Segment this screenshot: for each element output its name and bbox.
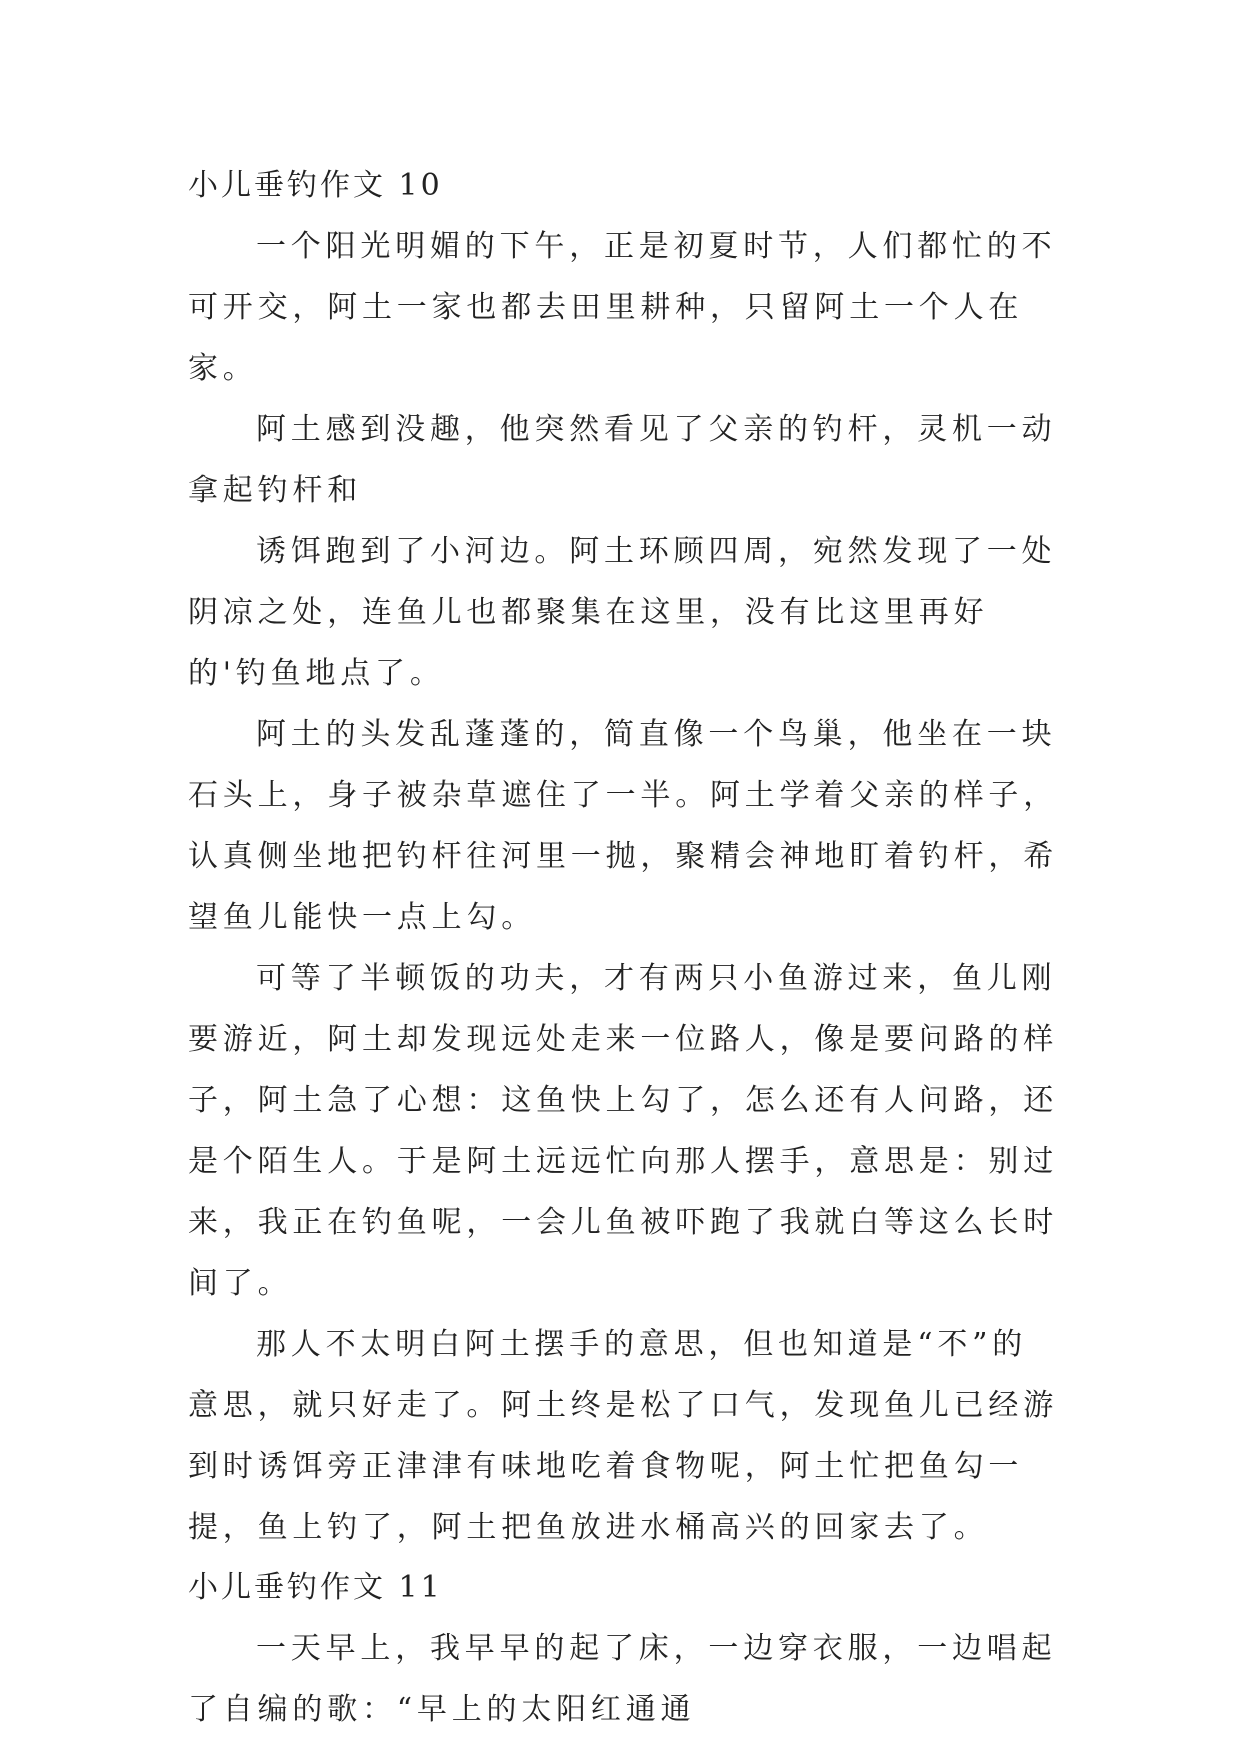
paragraph: 诱饵跑到了小河边。阿土环顾四周，宛然发现了一处阴凉之处，连鱼儿也都聚集在这里，没有比这里再好的'钓鱼地点了。	[188, 534, 1057, 691]
paragraph: 阿土的头发乱蓬蓬的，简直像一个鸟巢，他坐在一块石头上，身子被杂草遮住了一半。阿土学着父亲的样子，认真侧坐地把钓杆往河里一抛，聚精会神地盯着钓杆，希望鱼儿能快一点上勾。	[188, 717, 1058, 935]
section-title: 小儿垂钓作文 11	[188, 1570, 443, 1605]
paragraph: 可等了半顿饭的功夫，才有两只小鱼游过来，鱼儿刚要游近，阿土却发现远处走来一位路人，像是要问路的样子，阿土急了心想：这鱼快上勾了，怎么还有人问路，还是个陌生人。于是阿土远远忙向那人摆手，意思是：别过来，我正在钓鱼呢，一会儿鱼被吓跑了我就白等这么长时间了。	[188, 961, 1058, 1301]
paragraph: 那人不太明白阿土摆手的意思，但也知道是“不”的意思，就只好走了。阿土终是松了口气，发现鱼儿已经游到时诱饵旁正津津有味地吃着食物呢，阿土忙把鱼勾一提，鱼上钓了，阿土把鱼放进水桶高兴的回家去了。	[188, 1327, 1058, 1545]
paragraph: 一个阳光明媚的下午，正是初夏时节，人们都忙的不可开交，阿土一家也都去田里耕种，只留阿土一个人在家。	[188, 229, 1057, 386]
paragraph: 阿土感到没趣，他突然看见了父亲的钓杆，灵机一动拿起钓杆和	[188, 412, 1057, 508]
document-body	[188, 156, 1060, 1740]
paragraph: 一天早上，我早早的起了床，一边穿衣服，一边唱起了自编的歌：“早上的太阳红通通	[188, 1631, 1057, 1727]
section-title: 小儿垂钓作文 10	[188, 168, 443, 203]
